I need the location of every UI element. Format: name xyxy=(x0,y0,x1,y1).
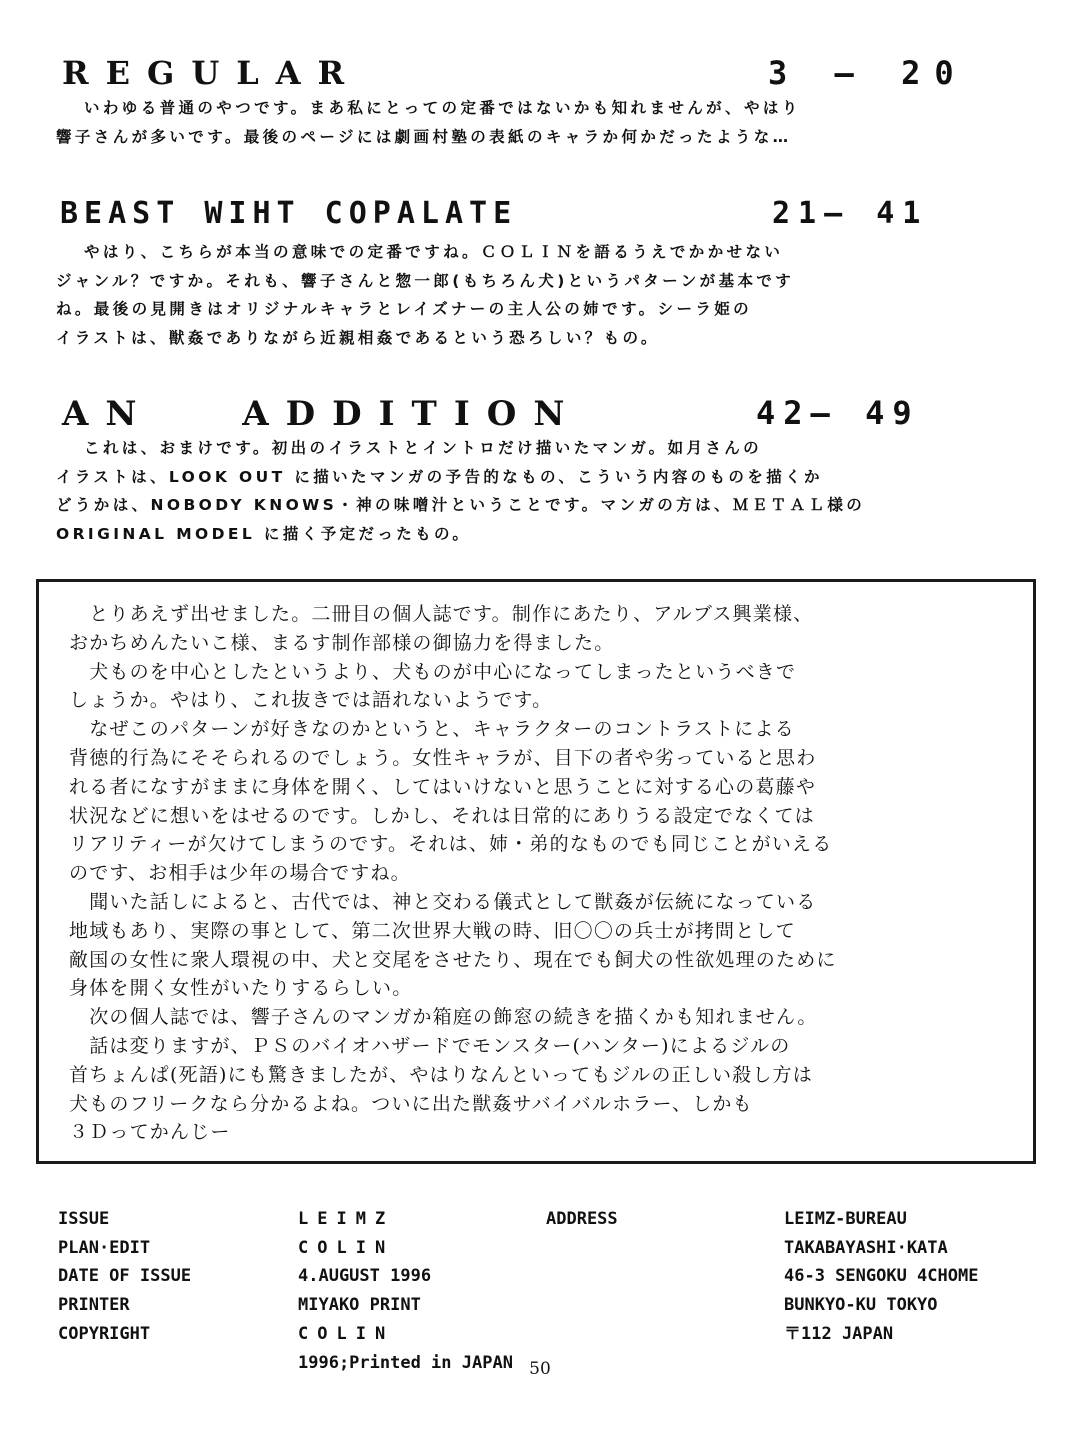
address-line: LEIMZ-BUREAU xyxy=(784,1209,907,1229)
colophon-value: COLIN xyxy=(298,1237,395,1258)
afterword-line: 聞いた話しによると、古代では、神と交わる儀式として獣姦が伝統になっている xyxy=(69,890,817,913)
section-regular xyxy=(56,54,1036,151)
description-line: イラストは、獣姦でありながら近親相姦であるという恐ろしい？もの。 xyxy=(56,328,660,347)
afterword-line: 犬ものを中心としたというより、犬ものが中心になってしまったというべきで xyxy=(69,660,797,683)
afterword-line: 背徳的行為にそそられるのでしょう。女性キャラが、目下の者や劣っていると思わ xyxy=(69,746,817,769)
address-line: TAKABAYASHI·KATA xyxy=(784,1237,948,1258)
afterword-line: れる者になすがままに身体を開く、してはいけないと思うことに対する心の葛藤や xyxy=(69,775,817,798)
afterword-line: 敵国の女性に衆人環視の中、犬と交尾をさせたり、現在でも飼犬の性欲処理のために xyxy=(69,948,837,971)
section-page-range: 42— 49 xyxy=(756,394,920,432)
colophon-label: COPYRIGHT xyxy=(58,1323,151,1344)
address-label: ADDRESS xyxy=(546,1209,618,1229)
description-line: ね。最後の見開きはオリジナルキャラとレイズナーの主人公の姉です。シーラ姫の xyxy=(56,300,753,318)
colophon-value: LEIMZ xyxy=(298,1209,395,1229)
colophon-value: MIYAKO PRINT xyxy=(298,1295,421,1316)
colophon-label: PRINTER xyxy=(58,1295,130,1316)
afterword-line: 身体を開く女性がいたりするらしい。 xyxy=(69,977,413,1000)
section-header xyxy=(56,196,1036,244)
section-description xyxy=(56,434,1036,548)
afterword-line: のです、お相手は少年の場合ですね。 xyxy=(69,862,411,885)
afterword-line: 話は変りますが、ＰＳのバイオハザードでモンスター(ハンター)によるジルの xyxy=(69,1034,791,1057)
colophon-address xyxy=(784,1205,978,1349)
description-line: イラストは、LOOK OUT に描いたマンガの予告的なもの、こういう内容のものを描くか xyxy=(56,467,823,486)
afterword-line: とりあえず出せました。二冊目の個人誌です。制作にあたり、アルブス興業様、 xyxy=(69,603,814,625)
colophon-value: 1996;Printed in JAPAN xyxy=(298,1352,513,1373)
colophon-labels xyxy=(58,1205,191,1349)
afterword-line: リアリティーが欠けてしまうのです。それは、姉・弟的なものでも同じことがいえる xyxy=(69,833,833,856)
section-page-range: 21— 41 xyxy=(772,196,929,231)
description-line: いわゆる普通のやつです。まあ私にとっての定番ではないかも知れませんが、やはり xyxy=(84,99,801,117)
afterword-line: なぜこのパターンが好きなのかというと、キャラクターのコントラストによる xyxy=(69,718,795,741)
description-line: 響子さんが多いです。最後のページには劇画村塾の表紙のキャラか何かだったような… xyxy=(56,127,792,146)
section-header xyxy=(56,394,1036,442)
colophon-value: 4.AUGUST 1996 xyxy=(298,1266,432,1287)
section-description xyxy=(56,94,1036,151)
address-line: 〒112 JAPAN xyxy=(784,1323,894,1344)
afterword-line: 首ちょんぱ(死語)にも驚きましたが、やはりなんといってもジルの正しい殺し方は xyxy=(69,1063,813,1086)
afterword-line: 次の個人誌では、響子さんのマンガか箱庭の飾窓の続きを描くかも知れません。 xyxy=(69,1006,818,1029)
section-description xyxy=(56,238,1036,352)
afterword-text xyxy=(69,600,837,1147)
section-beast xyxy=(56,196,1036,352)
section-addition xyxy=(56,394,1036,548)
afterword-line: ３Ｄってかんじー xyxy=(69,1121,231,1144)
description-line: ジャンル？ですか。それも、響子さんと惣一郎(もちろん犬)というパターンが基本です xyxy=(56,271,795,290)
colophon-address-label xyxy=(546,1205,618,1234)
afterword-line: おかちめんたいこ様、まるす制作部様の御協力を得ました。 xyxy=(69,631,615,654)
section-header xyxy=(56,54,1036,102)
colophon-label: ISSUE xyxy=(58,1209,110,1229)
colophon-label: PLAN·EDIT xyxy=(58,1237,151,1258)
colophon-values xyxy=(298,1205,513,1377)
address-line: 46-3 SENGOKU 4CHOME xyxy=(784,1266,979,1287)
afterword-line: 状況などに想いをはせるのです。しかし、それは日常的にありうる設定でなくては xyxy=(69,804,815,827)
section-title: REGULAR xyxy=(62,54,362,92)
afterword-line: しょうか。やはり、これ抜きでは語れないようです。 xyxy=(69,689,553,712)
afterword-line: 地域もあり、実際の事として、第二次世界大戦の時、旧〇〇の兵士が拷問として xyxy=(69,919,796,942)
section-title: AN ADDITION xyxy=(62,394,582,434)
section-page-range: 3 — 20 xyxy=(768,54,968,92)
description-line: これは、おまけです。初出のイラストとイントロだけ描いたマンガ。如月さんの xyxy=(84,439,763,457)
colophon-value: COLIN xyxy=(298,1323,395,1344)
afterword-line: 犬ものフリークなら分かるよね。ついに出た獣姦サバイバルホラー、しかも xyxy=(69,1092,753,1115)
colophon-label: DATE OF ISSUE xyxy=(58,1266,192,1287)
description-line: やはり、こちらが本当の意味での定番ですね。ＣＯＬＩＮを語るうえでかかせない xyxy=(84,243,784,261)
afterword-box xyxy=(36,579,1036,1164)
description-line: ORIGINAL MODEL に描く予定だったもの。 xyxy=(56,524,472,543)
page-number: 50 xyxy=(529,1359,551,1379)
address-line: BUNKYO-KU TOKYO xyxy=(784,1295,938,1316)
section-title: BEAST WIHT COPALATE xyxy=(60,196,518,231)
description-line: どうかは、NOBODY KNOWS・神の味噌汁ということです。マンガの方は、ＭＥＴＡＬ様の xyxy=(56,496,866,514)
